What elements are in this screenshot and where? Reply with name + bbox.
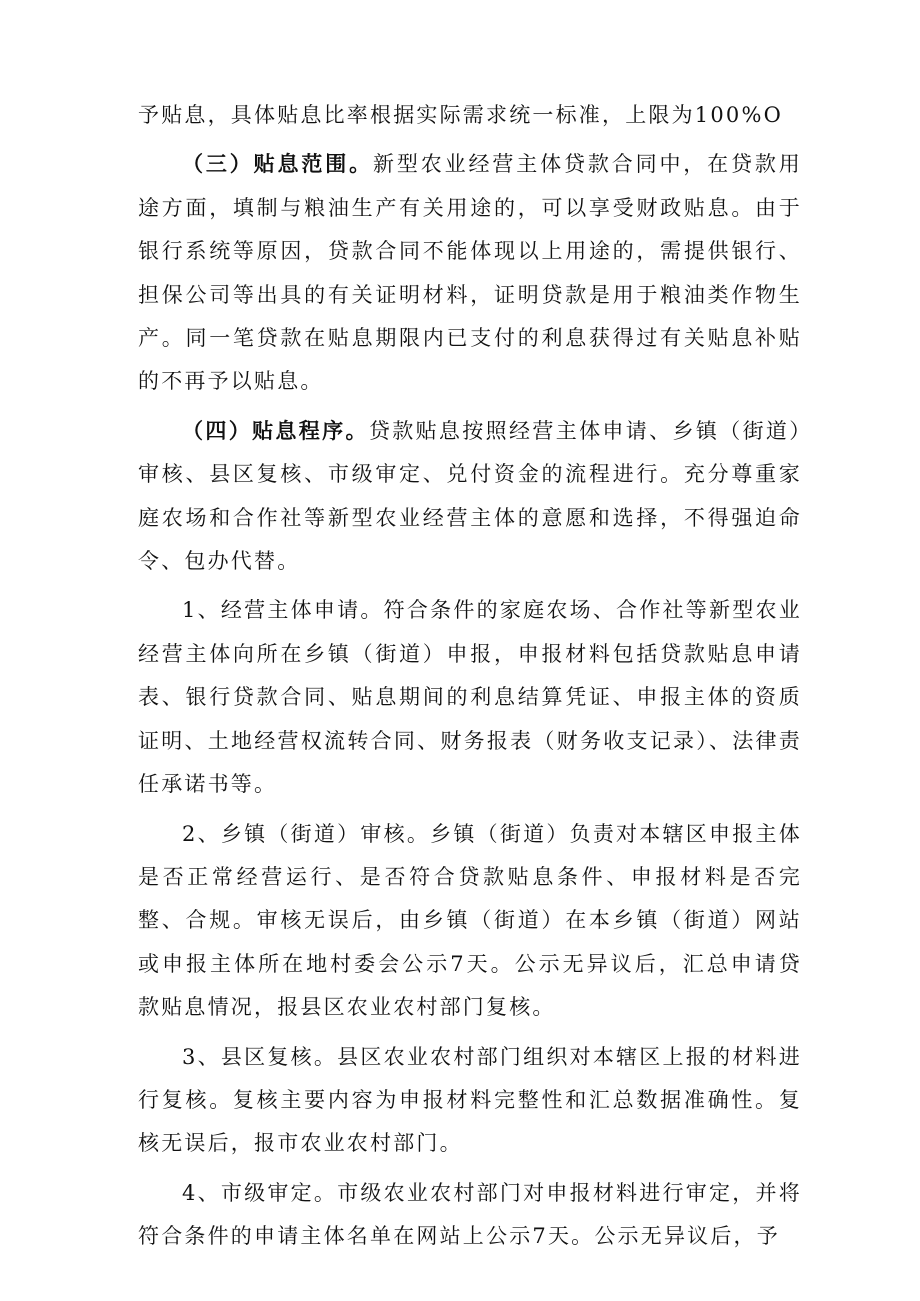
document-page (138, 94, 802, 1265)
paragraph-subsidy-scope (138, 143, 802, 403)
paragraph-text: 2、乡镇（街道）审核。乡镇（街道）负责对本辖区申报主体是否正常经营运行、是否符合贷款贴息条件、申报材料是否完整、合规。审核无误后，由乡镇（街道）在本乡镇（街道）网站或申报主体所在地村委会公示7天。公示无异议后，汇总申请贷款贴息情况，报县区农业农村部门复核。 (138, 821, 802, 1020)
section-heading: （四）贴息程序。 (182, 418, 369, 443)
paragraph-text: 1、经营主体申请。符合条件的家庭农场、合作社等新型农业经营主体向所在乡镇（街道）申报，申报材料包括贷款贴息申请表、银行贷款合同、贴息期间的利息结算凭证、申报主体的资质证明、土地经营权流转合同、财务报表（财务收支记录）、法律责任承诺书等。 (138, 598, 802, 797)
paragraph-text: 新型农业经营主体贷款合同中，在贷款用途方面，填制与粮油生产有关用途的，可以享受财政贴息。由于银行系统等原因，贷款合同不能体现以上用途的，需提供银行、担保公司等出具的有关证明材料，证明贷款是用于粮油类作物生产。同一笔贷款在贴息期限内已支付的利息获得过有关贴息补贴的不再予以贴息。 (138, 152, 802, 394)
paragraph-text: 4、市级审定。市级农业农村部门对申报材料进行审定，并将符合条件的申请主体名单在网站上公示7天。公示无异议后，予 (138, 1180, 802, 1249)
section-heading: （三）贴息范围。 (182, 152, 373, 177)
paragraph-text: 予贴息，具体贴息比率根据实际需求统一标准，上限为100%O (138, 103, 784, 127)
paragraph-text: 3、县区复核。县区农业农村部门组织对本辖区上报的材料进行复核。复核主要内容为申报材料完整性和汇总数据准确性。复核无误后，报市农业农村部门。 (138, 1044, 802, 1156)
paragraph-step-3 (138, 1036, 802, 1166)
paragraph-text: 贷款贴息按照经营主体申请、乡镇（街道）审核、县区复核、市级审定、兑付资金的流程进行。充分尊重家庭农场和合作社等新型农业经营主体的意愿和选择，不得强迫命令、包办代替。 (138, 418, 802, 574)
paragraph-step-1 (138, 589, 802, 806)
paragraph-continuation (138, 94, 802, 137)
paragraph-step-4 (138, 1172, 802, 1259)
paragraph-subsidy-procedure (138, 410, 802, 584)
paragraph-step-2 (138, 813, 802, 1030)
